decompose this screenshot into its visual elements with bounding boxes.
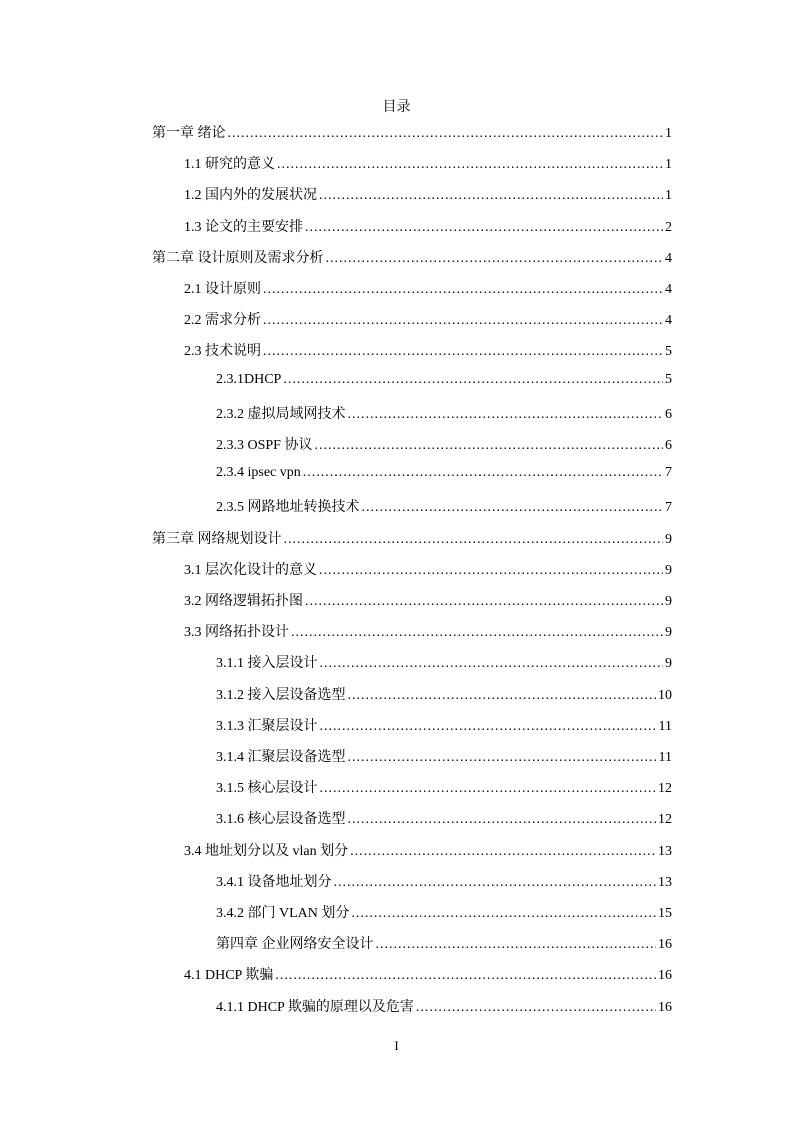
- toc-entry[interactable]: [216, 465, 672, 485]
- toc-entry-page: 1: [665, 126, 672, 141]
- toc-leader-dots: [275, 968, 656, 984]
- toc-entry[interactable]: [216, 372, 672, 392]
- toc-leader-dots: [348, 688, 657, 704]
- toc-entry[interactable]: [216, 403, 672, 423]
- toc-leader-dots: [320, 781, 657, 797]
- toc-leader-dots: [351, 906, 656, 922]
- toc-entry-label: 3.2 网络逻辑拓扑图: [184, 594, 303, 609]
- toc-title: 目录: [382, 100, 411, 115]
- toc-entry-label: 2.2 需求分析: [184, 313, 261, 329]
- toc-entry[interactable]: [216, 871, 672, 891]
- toc-entry[interactable]: [216, 496, 672, 516]
- toc-entry-page: 11: [658, 718, 672, 734]
- toc-entry-page: 9: [665, 625, 672, 641]
- toc-entry-label: 3.1.4 汇聚层设备选型: [216, 750, 346, 765]
- toc-entry-page: 4: [665, 313, 672, 329]
- toc-entry-label: 第二章 设计原则及需求分析: [152, 250, 324, 266]
- toc-entry-page: 6: [665, 438, 672, 453]
- toc-entry-label: 3.1.5 核心层设计: [216, 781, 318, 797]
- toc-entry-page: 15: [658, 906, 672, 921]
- toc-leader-dots: [348, 812, 657, 828]
- toc-entry-page: 16: [658, 999, 672, 1015]
- toc-leader-dots: [326, 251, 664, 267]
- toc-leader-dots: [362, 500, 664, 516]
- toc-leader-dots: [305, 594, 663, 610]
- toc-leader-dots: [291, 625, 663, 641]
- toc-entry-page: 16: [658, 937, 672, 953]
- toc-leader-dots: [284, 532, 664, 548]
- toc-entry[interactable]: [184, 559, 672, 579]
- toc-leader-dots: [277, 157, 663, 173]
- toc-entry-page: 13: [658, 874, 672, 890]
- toc-entry[interactable]: [184, 278, 672, 298]
- toc-entry[interactable]: [184, 840, 672, 860]
- toc-entry-label: 2.3.3 OSPF 协议: [216, 438, 313, 453]
- toc-entry-label: 2.3.5 网路地址转换技术: [216, 500, 360, 516]
- toc-entry-label: 1.1 研究的意义: [184, 157, 275, 173]
- toc-entry[interactable]: [184, 309, 672, 329]
- toc-leader-dots: [303, 465, 663, 481]
- toc-entry[interactable]: [216, 684, 672, 704]
- toc-leader-dots: [263, 344, 663, 360]
- toc-entry-page: 9: [665, 594, 672, 609]
- toc-entry-label: 1.3 论文的主要安排: [184, 219, 303, 235]
- toc-leader-dots: [263, 282, 663, 298]
- toc-leader-dots: [314, 438, 663, 454]
- toc-entry-page: 11: [658, 750, 672, 765]
- toc-entry-page: 7: [665, 465, 672, 481]
- toc-entry-label: 3.3 网络拓扑设计: [184, 625, 289, 641]
- toc-entry-page: 12: [658, 812, 672, 828]
- toc-entry[interactable]: [216, 652, 672, 672]
- toc-entry-label: 2.1 设计原则: [184, 282, 261, 297]
- toc-entry-label: 2.3.2 虚拟局域网技术: [216, 406, 346, 422]
- toc-leader-dots: [350, 844, 656, 860]
- toc-entry-label: 3.1.3 汇聚层设计: [216, 718, 318, 734]
- toc-entry-label: 第四章 企业网络安全设计: [216, 937, 374, 953]
- toc-entry-label: 3.4 地址划分以及 vlan 划分: [184, 843, 349, 859]
- toc-entry[interactable]: [184, 621, 672, 641]
- toc-leader-dots: [305, 220, 663, 236]
- toc-leader-dots: [283, 372, 663, 388]
- toc-entry-page: 7: [665, 500, 672, 516]
- toc-entry[interactable]: [216, 777, 672, 797]
- toc-leader-dots: [348, 407, 664, 423]
- toc-entry[interactable]: [216, 996, 672, 1016]
- toc-leader-dots: [320, 719, 657, 735]
- toc-entry[interactable]: [216, 808, 672, 828]
- toc-entry[interactable]: [216, 715, 672, 735]
- toc-leader-dots: [319, 563, 663, 579]
- page-number-footer: I: [394, 1038, 399, 1053]
- toc-leader-dots: [416, 1000, 656, 1016]
- toc-entry[interactable]: [184, 590, 672, 610]
- toc-leader-dots: [376, 937, 657, 953]
- toc-entry-label: 3.1.6 核心层设备选型: [216, 812, 346, 828]
- toc-entry-page: 1: [665, 188, 672, 204]
- toc-entry[interactable]: [216, 434, 672, 454]
- toc-entry-page: 9: [665, 656, 672, 672]
- toc-leader-dots: [334, 875, 657, 891]
- toc-entry-label: 3.1.2 接入层设备选型: [216, 687, 346, 703]
- toc-entry-label: 1.2 国内外的发展状况: [184, 188, 317, 204]
- toc-leader-dots: [320, 656, 664, 672]
- toc-entry-label: 2.3.1DHCP: [216, 371, 282, 387]
- toc-entry-label: 4.1.1 DHCP 欺骗的原理以及危害: [216, 999, 414, 1015]
- toc-entry[interactable]: [152, 528, 672, 548]
- toc-entry[interactable]: [152, 122, 672, 142]
- toc-entry[interactable]: [184, 340, 672, 360]
- toc-entry-label: 3.1.1 接入层设计: [216, 656, 318, 672]
- toc-entry-label: 2.3 技术说明: [184, 344, 261, 360]
- toc-entry-label: 2.3.4 ipsec vpn: [216, 465, 301, 481]
- toc-entry-page: 4: [665, 250, 672, 266]
- toc-entry[interactable]: [184, 184, 672, 204]
- toc-leader-dots: [228, 126, 664, 142]
- toc-entry-label: 3.1 层次化设计的意义: [184, 562, 317, 578]
- toc-entry-label: 4.1 DHCP 欺骗: [184, 968, 274, 984]
- toc-entry-page: 12: [658, 781, 672, 797]
- toc-entry[interactable]: [216, 933, 672, 953]
- toc-entry-label: 第三章 网络规划设计: [152, 531, 282, 547]
- toc-entry[interactable]: [216, 746, 672, 766]
- toc-entry-page: 5: [665, 371, 672, 387]
- toc-entry-label: 3.4.1 设备地址划分: [216, 874, 332, 890]
- toc-entry-page: 1: [665, 157, 672, 173]
- toc-entry[interactable]: [184, 216, 672, 236]
- toc-entry[interactable]: [184, 153, 672, 173]
- toc-entry[interactable]: [184, 964, 672, 984]
- toc-entry-page: 9: [665, 531, 672, 547]
- toc-entry-page: 16: [658, 968, 672, 984]
- toc-entry-page: 4: [665, 282, 672, 297]
- toc-entry-page: 9: [665, 562, 672, 578]
- toc-entry-page: 13: [658, 843, 672, 859]
- toc-entry-label: 3.4.2 部门 VLAN 划分: [216, 906, 350, 921]
- toc-entry[interactable]: [152, 247, 672, 267]
- toc-leader-dots: [348, 750, 657, 766]
- toc-entry-page: 5: [665, 344, 672, 360]
- toc-leader-dots: [319, 188, 663, 204]
- toc-entry-page: 2: [665, 219, 672, 235]
- toc-entry-page: 10: [658, 687, 672, 703]
- toc-entry-page: 6: [665, 406, 672, 422]
- toc-entry[interactable]: [216, 902, 672, 922]
- toc-entry-label: 第一章 绪论: [152, 126, 226, 141]
- toc-leader-dots: [263, 313, 663, 329]
